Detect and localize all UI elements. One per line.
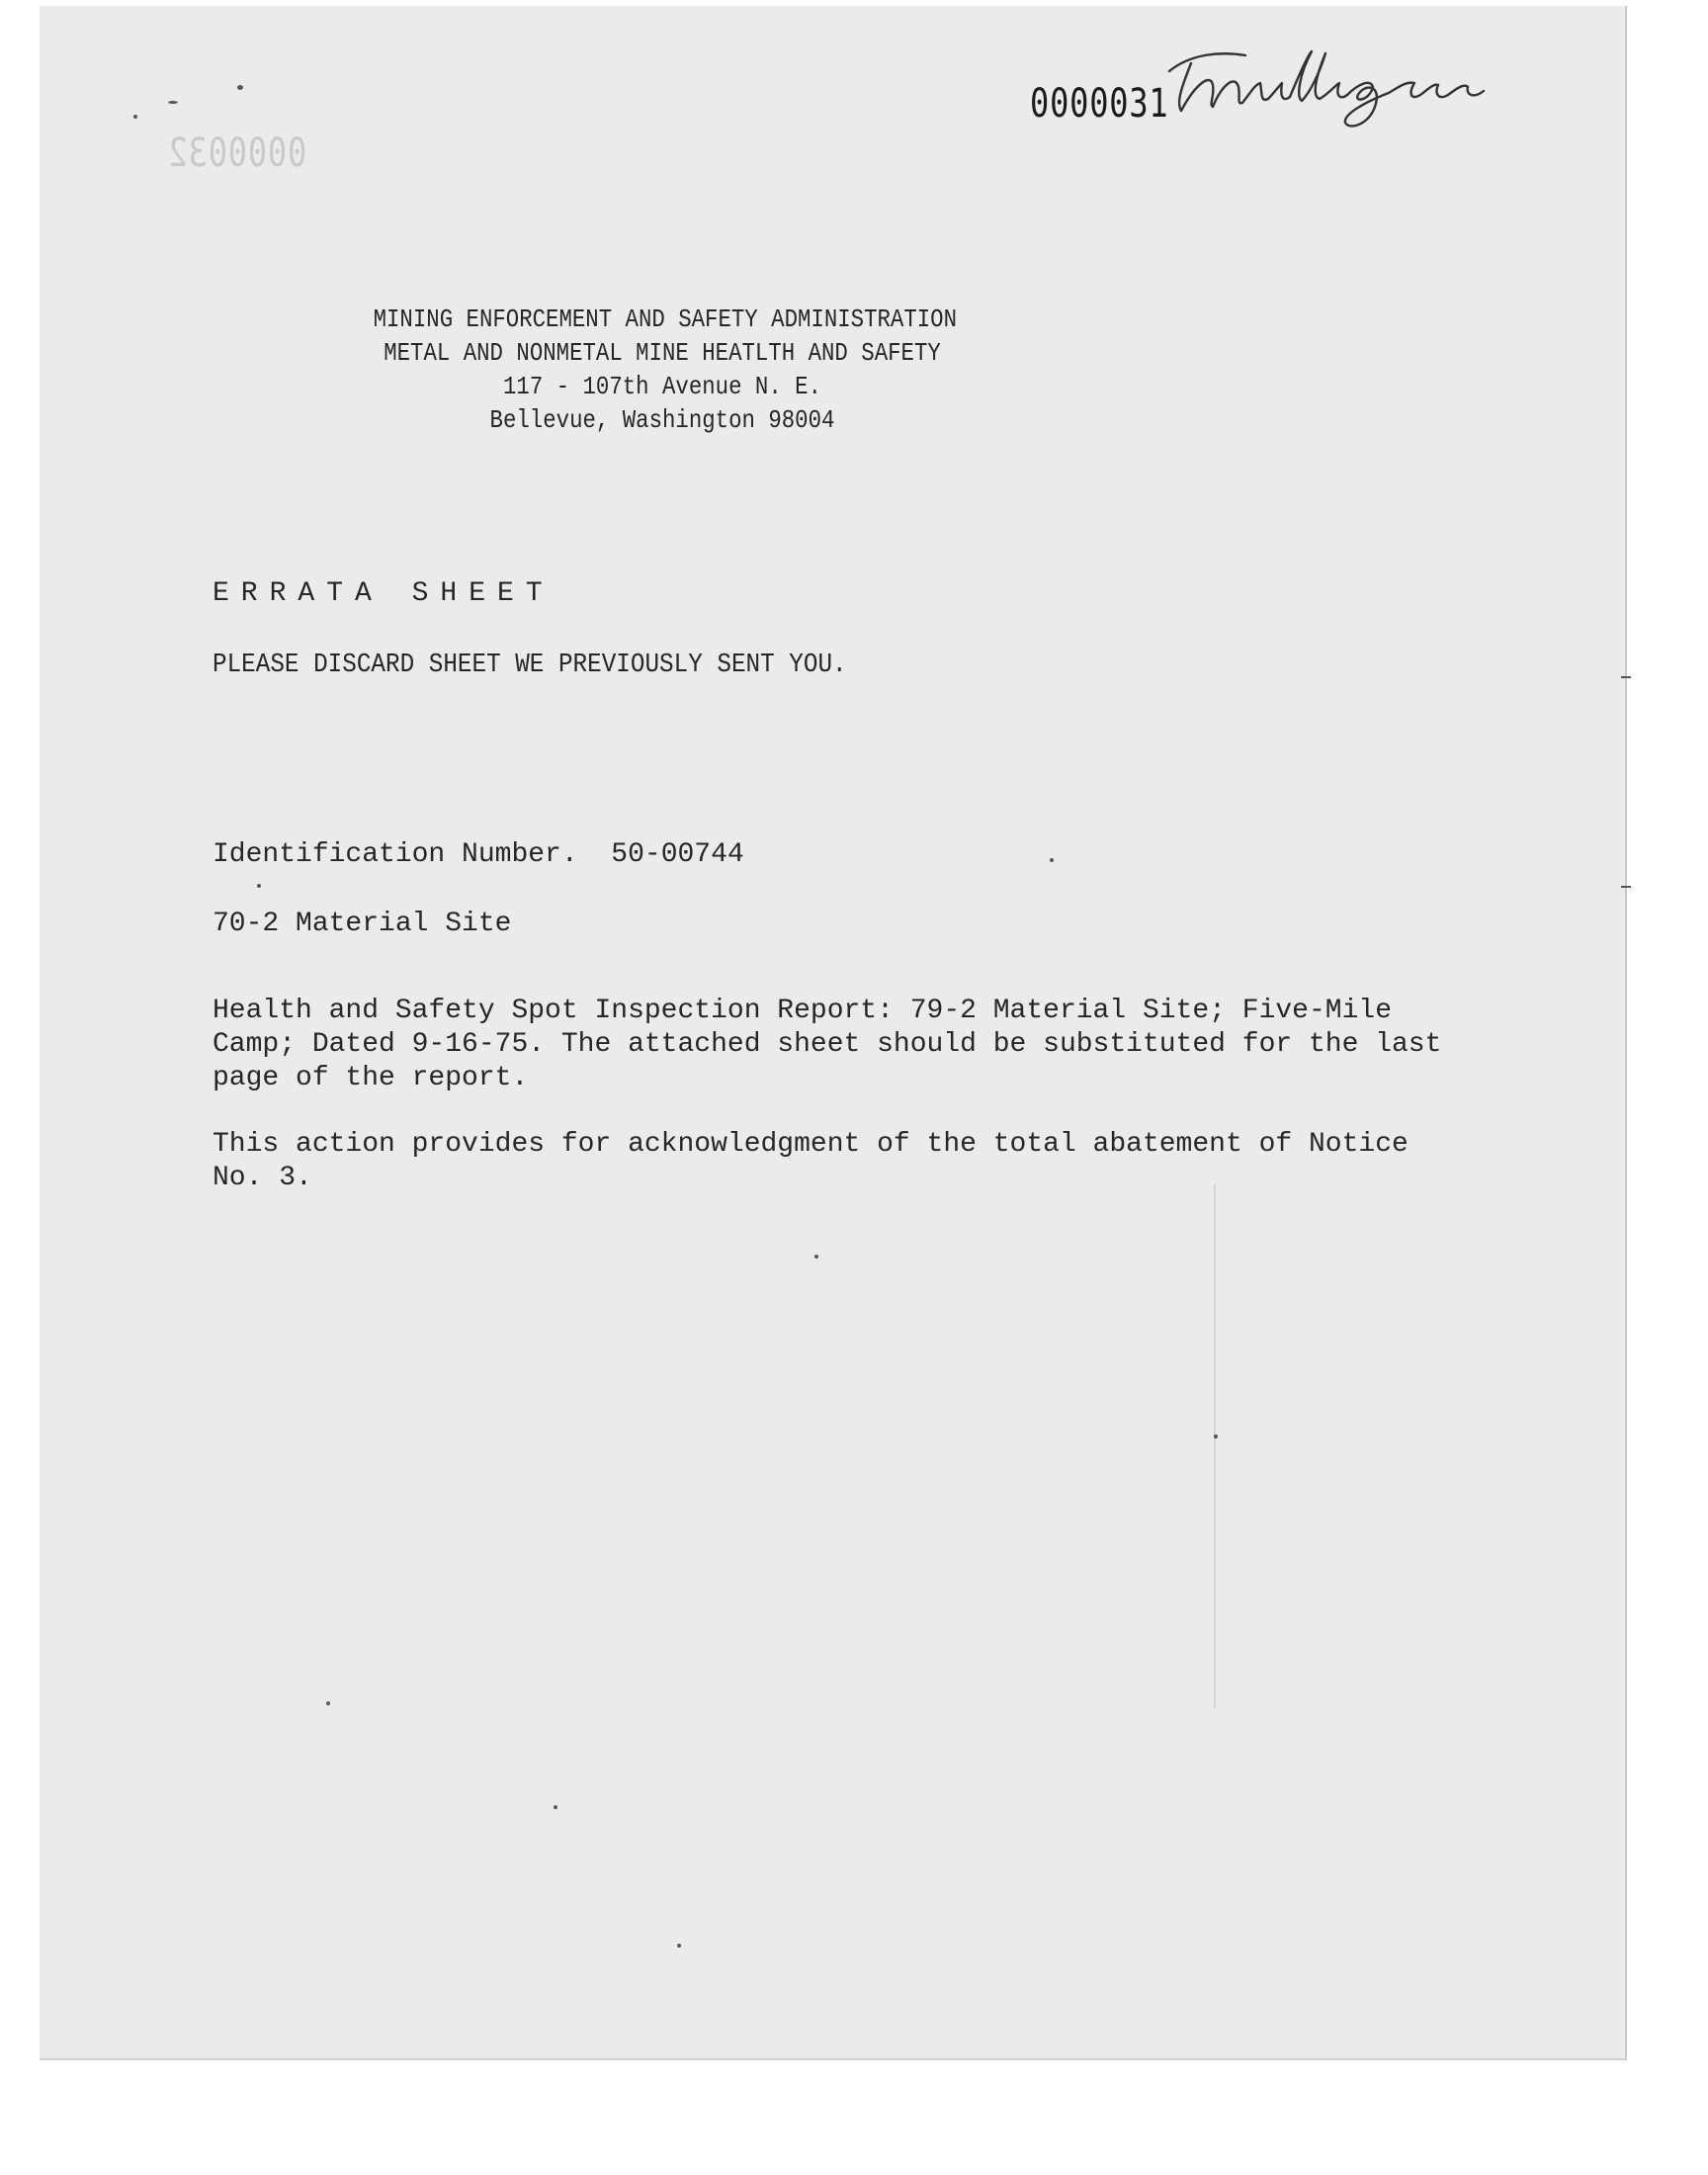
speck-mark: [168, 101, 178, 104]
letterhead: [373, 303, 958, 437]
abatement-paragraph: This action provides for acknowledgment of the total abatement of Notice No. 3.: [213, 1129, 1409, 1193]
speck-mark: [1214, 1435, 1218, 1438]
mirrored-bates-stamp: 0000032: [167, 130, 307, 176]
identification-number: 50-00744: [611, 839, 744, 870]
discard-notice: PLEASE DISCARD SHEET WE PREVIOUSLY SENT YOU.: [213, 651, 847, 680]
handwritten-signature: [1152, 34, 1567, 132]
site-name: 70-2 Material Site: [213, 909, 512, 939]
speck-mark: [237, 85, 243, 90]
speck-mark: [326, 1701, 330, 1705]
speck-mark: [133, 115, 137, 119]
errata-heading: ERRATA SHEET: [213, 578, 555, 609]
division-name: METAL AND NONMETAL MINE HEATLTH AND SAFETY: [384, 338, 941, 368]
speck-mark: [1050, 858, 1054, 862]
margin-tick: [1621, 886, 1631, 888]
report-paragraph: Health and Safety Spot Inspection Report: 79-2 Material Site; Five-Mile Camp; Dated 9-16-75. The attached sheet should be substituted for the last page of the report.: [213, 996, 1442, 1093]
document-page: [40, 6, 1627, 2060]
vertical-rule: [1214, 1184, 1216, 1708]
margin-tick: [1621, 676, 1631, 678]
speck-mark: [677, 1944, 681, 1948]
bates-number-stamp: 0000031: [1030, 81, 1169, 127]
speck-mark: [814, 1255, 818, 1259]
identification-label: Identification Number.: [213, 839, 578, 870]
speck-mark: [257, 884, 261, 888]
speck-mark: [554, 1805, 557, 1809]
street-address: 117 - 107th Avenue N. E.: [502, 372, 822, 401]
agency-name: MINING ENFORCEMENT AND SAFETY ADMINISTRATION: [373, 304, 958, 334]
city-address: Bellevue, Washington 98004: [489, 405, 835, 435]
identification-line: [213, 838, 744, 872]
